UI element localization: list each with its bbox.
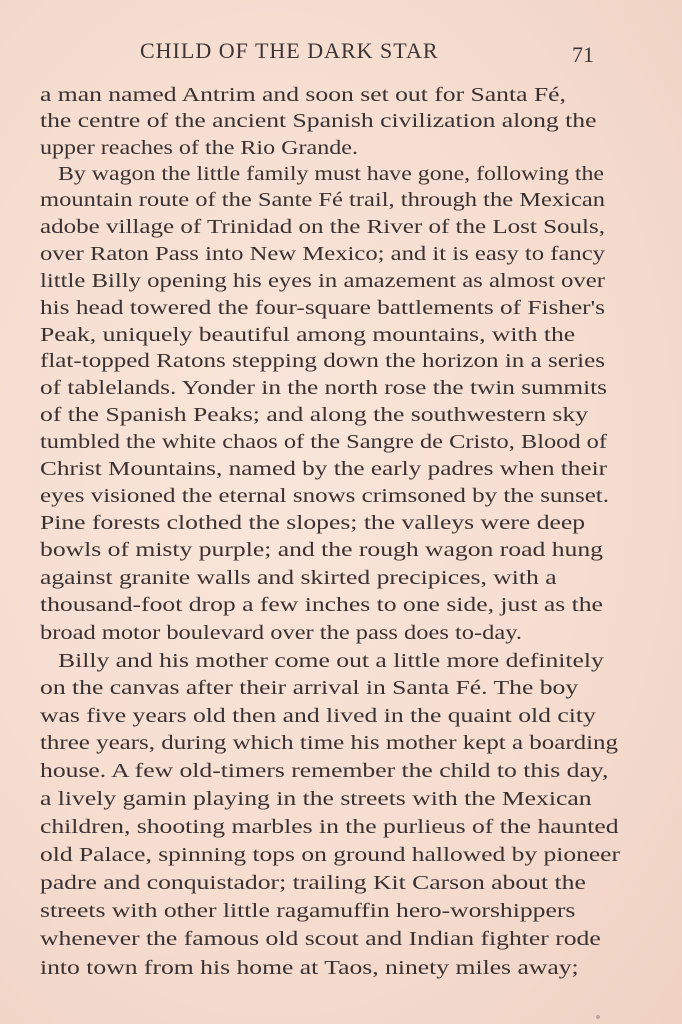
- text-line: house. A few old-timers remember the child to this day,: [40, 760, 609, 782]
- text-line: into town from his home at Taos, ninety miles away;: [40, 957, 579, 979]
- text-line: broad motor boulevard over the pass does to-day.: [40, 622, 522, 644]
- text-line: flat-topped Ratons stepping down the horizon in a series: [40, 350, 606, 372]
- text-line: was five years old then and lived in the quaint old city: [40, 705, 596, 727]
- text-line: against granite walls and skirted precipices, with a: [40, 567, 557, 589]
- text-line: children, shooting marbles in the purlieus of the haunted: [40, 816, 619, 838]
- text-line: adobe village of Trinidad on the River of the Lost Souls,: [40, 216, 605, 238]
- text-line: of tablelands. Yonder in the north rose the twin summits: [40, 377, 607, 399]
- page-number: 71: [572, 42, 594, 67]
- text-line: the centre of the ancient Spanish civilization along the: [40, 110, 597, 132]
- text-line: Billy and his mother come out a little more definitely: [58, 650, 604, 672]
- paper-speck: [596, 1015, 600, 1019]
- text-line: streets with other little ragamuffin hero-worshippers: [40, 900, 576, 922]
- text-line: of the Spanish Peaks; and along the southwestern sky: [40, 404, 589, 426]
- text-line: his head towered the four-square battlements of Fisher's: [40, 297, 605, 319]
- text-line: a lively gamin playing in the streets with the Mexican: [40, 788, 592, 810]
- text-line: tumbled the white chaos of the Sangre de Cristo, Blood of: [40, 431, 607, 453]
- text-line: mountain route of the Sante Fé trail, through the Mexican: [40, 189, 606, 211]
- text-line: upper reaches of the Rio Grande.: [40, 137, 358, 159]
- text-line: By wagon the little family must have gone, following the: [58, 163, 604, 185]
- text-line: padre and conquistador; trailing Kit Carson about the: [40, 872, 586, 894]
- text-line: three years, during which time his mother kept a boarding: [40, 732, 619, 754]
- text-line: Christ Mountains, named by the early padres when their: [40, 458, 608, 480]
- text-line: on the canvas after their arrival in Santa Fé. The boy: [40, 677, 579, 699]
- running-title: CHILD OF THE DARK STAR: [140, 38, 439, 63]
- text-line: Pine forests clothed the slopes; the valleys were deep: [40, 512, 586, 534]
- text-line: Peak, uniquely beautiful among mountains, with the: [40, 324, 576, 346]
- text-line: eyes visioned the eternal snows crimsoned by the sunset.: [40, 485, 610, 507]
- text-line: a man named Antrim and soon set out for Santa Fé,: [40, 84, 566, 106]
- text-line: over Raton Pass into New Mexico; and it is easy to fancy: [40, 243, 606, 265]
- text-line: whenever the famous old scout and Indian fighter rode: [40, 928, 601, 950]
- text-line: old Palace, spinning tops on ground hallowed by pioneer: [40, 844, 620, 866]
- text-line: thousand-foot drop a few inches to one side, just as the: [40, 594, 603, 616]
- text-line: little Billy opening his eyes in amazement as almost over: [40, 270, 605, 292]
- text-line: bowls of misty purple; and the rough wagon road hung: [40, 539, 603, 561]
